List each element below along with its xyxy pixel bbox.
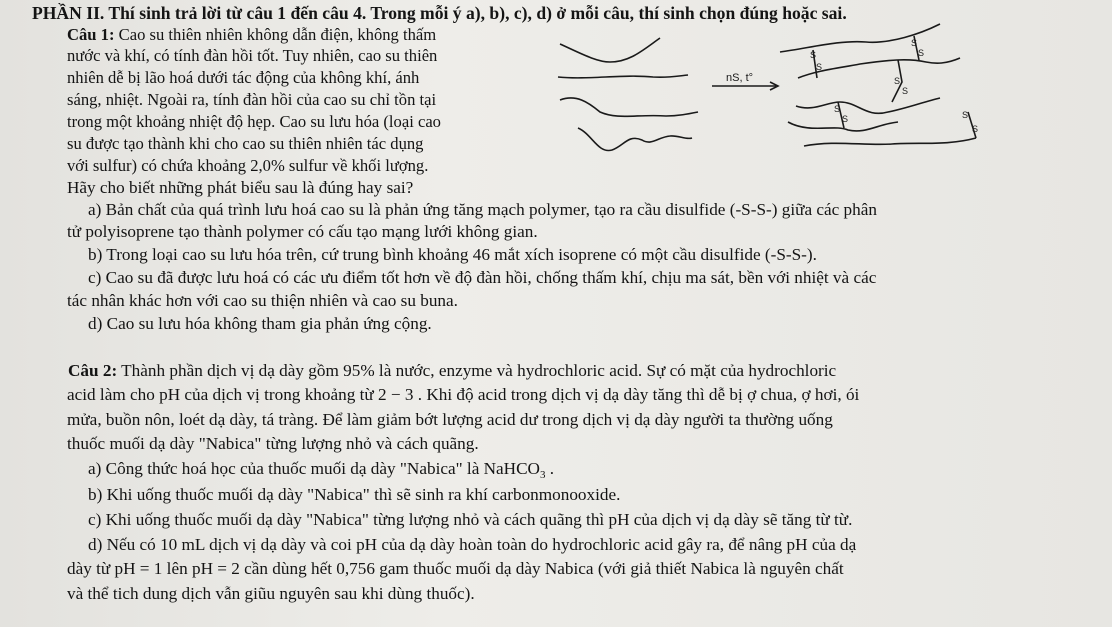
q1-label: Câu 1:	[67, 25, 115, 44]
q1-statement-c-line-2: tác nhân khác hơn với cao su thiện nhiên và cao su buna.	[67, 291, 458, 310]
polymer-chain-2	[558, 75, 688, 78]
q1-intro-line-3: nhiên dễ bị lão hoá dưới tác động của không khí, ánh	[67, 68, 420, 87]
sulfur-label-9: S	[962, 110, 969, 120]
q1-intro-line-4: sáng, nhiệt. Ngoài ra, tính đàn hồi của cao su chỉ tồn tại	[67, 90, 437, 109]
crosslinked-chain-5	[804, 138, 976, 146]
sulfur-label-3: S	[911, 38, 918, 48]
q2-intro-text-1: Thành phần dịch vị dạ dày gồm 95% là nước, enzyme và hydrochloric acid. Sự có mặt của hydrochloric	[117, 361, 837, 380]
q1-prompt: Hãy cho biết những phát biểu sau là đúng hay sai?	[67, 178, 414, 197]
q1-statement-a-line-2: tử polyisoprene tạo thành polymer có cấu tạo mạng lưới không gian.	[67, 222, 538, 241]
q2-statement-a-end: .	[545, 459, 555, 478]
crosslinked-chain-2	[798, 58, 960, 78]
q2-statement-a	[88, 459, 554, 485]
q2-statement-b: b) Khi uống thuốc muối dạ dày "Nabica" thì sẽ sinh ra khí carbonmonooxide.	[88, 485, 621, 504]
sulfur-label-7: S	[834, 104, 841, 114]
q1-intro-line-2: nước và khí, có tính đàn hồi tốt. Tuy nhiên, cao su thiên	[67, 46, 438, 65]
q1-statement-d: d) Cao su lưu hóa không tham gia phản ứng cộng.	[88, 314, 432, 333]
q2-intro-line-2: acid làm cho pH của dịch vị trong khoảng từ 2 − 3 . Khi độ acid trong dịch vị dạ dày tăng thì dễ bị ợ chua, ợ hơi, ói	[67, 385, 860, 404]
crosslinked-chain-3	[796, 98, 940, 113]
q1-intro-text-1: Cao su thiên nhiên không dẫn điện, không thấm	[114, 25, 437, 44]
q1-statement-c-line-1: c) Cao su đã được lưu hoá có các ưu điểm tốt hơn về độ đàn hồi, chống thấm khí, chịu ma sát, bền với nhiệt và các	[88, 268, 877, 287]
sulfur-label-2: S	[816, 62, 823, 72]
section-header: PHẦN II. Thí sinh trả lời từ câu 1 đến câu 4. Trong mỗi ý a), b), c), d) ở mỗi câu, thí sinh chọn đúng hoặc sai.	[32, 3, 847, 23]
polymer-chain-4	[578, 128, 692, 151]
sulfur-label-6: S	[902, 86, 909, 96]
q1-statement-b: b) Trong loại cao su lưu hóa trên, cứ trung bình khoảng 46 mắt xích isoprene có một cầu disulfide (-S-S-).	[88, 245, 817, 264]
q2-intro-line-3: mửa, buồn nôn, loét dạ dày, tá tràng. Để làm giảm bớt lượng acid dư trong dịch vị dạ dày người ta thường uống	[67, 410, 833, 429]
sulfur-label-1: S	[810, 50, 817, 60]
sulfur-label-5: S	[894, 76, 901, 86]
q2-intro-line-1	[68, 361, 836, 381]
q1-intro-line-7: với sulfur) có chứa khoảng 2,0% sulfur về khối lượng.	[67, 156, 429, 175]
polymer-chain-3	[560, 98, 698, 116]
q2-statement-d-line-1: d) Nếu có 10 mL dịch vị dạ dày và coi pH của dạ dày hoàn toàn do hydrochloric acid gây ra, để nâng pH của dạ	[88, 535, 857, 554]
q2-statement-c: c) Khi uống thuốc muối dạ dày "Nabica" từng lượng nhỏ và cách quãng thì pH của dịch vị dạ dày sẽ tăng từ từ.	[88, 510, 853, 529]
q2-intro-line-4: thuốc muối dạ dày "Nabica" từng lượng nhỏ và cách quãng.	[67, 434, 479, 453]
q2-statement-a-text: a) Công thức hoá học của thuốc muối dạ dày "Nabica" là NaHCO	[88, 459, 540, 478]
vulcanization-diagram	[548, 22, 998, 172]
sulfur-label-8: S	[842, 114, 849, 124]
q1-statement-a-line-1: a) Bản chất của quá trình lưu hoá cao su là phản ứng tăng mạch polymer, tạo ra cầu disulfide (-S-S-) giữa các phân	[88, 200, 877, 219]
q1-intro-line-5: trong một khoảng nhiệt độ hẹp. Cao su lưu hóa (loại cao	[67, 112, 441, 131]
q2-statement-a-subscript: 3	[539, 469, 546, 481]
sulfur-label-10: S	[972, 124, 979, 134]
q1-intro-line-6: su được tạo thành khi cho cao su thiên nhiên tác dụng	[67, 134, 424, 153]
q2-label: Câu 2:	[68, 361, 118, 380]
q2-statement-d-line-2: dày từ pH = 1 lên pH = 2 cần dùng hết 0,756 gam thuốc muối dạ dày Nabica (với giả thiết Nabica là nguyên chất	[67, 559, 844, 578]
polymer-chain-1	[560, 38, 660, 62]
reaction-condition-label: nS, t°	[726, 72, 754, 84]
q1-intro-line-1	[67, 25, 527, 45]
q2-statement-d-line-3: và thể tich dung dịch vẫn giũu nguyên sau khi dùng thuốc).	[67, 584, 475, 603]
sulfur-label-4: S	[918, 48, 925, 58]
